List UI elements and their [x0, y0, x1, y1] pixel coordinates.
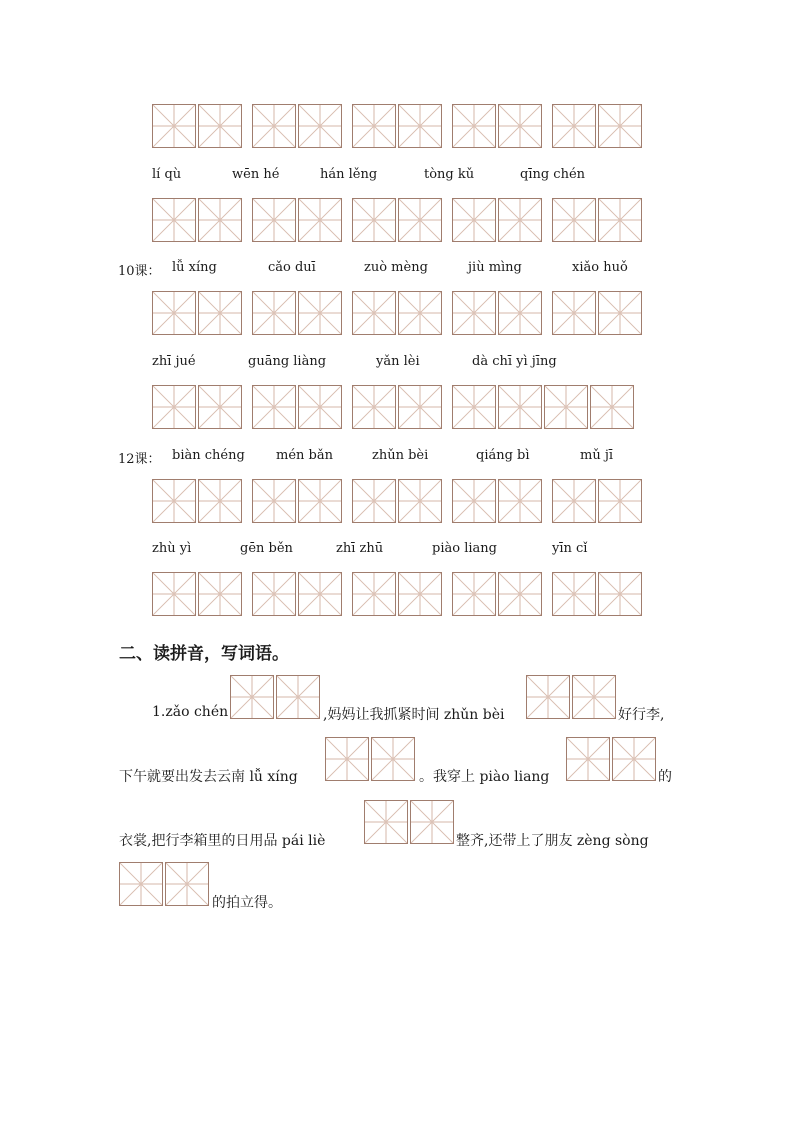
pinyin-word: dà chī yì jīng — [472, 354, 557, 369]
writing-box[interactable] — [352, 385, 396, 429]
exercise-text: 的拍立得。 — [212, 895, 282, 911]
writing-box[interactable] — [598, 198, 642, 242]
writing-grid-row-6 — [452, 572, 542, 616]
writing-box[interactable] — [252, 479, 296, 523]
writing-box[interactable] — [452, 479, 496, 523]
writing-box[interactable] — [298, 572, 342, 616]
exercise-text: 整齐,还带上了朋友 zèng sòng — [456, 833, 649, 849]
writing-grid-row-4 — [252, 385, 342, 429]
writing-box[interactable] — [498, 572, 542, 616]
pinyin-word: zhǔn bèi — [372, 448, 429, 463]
answer-boxes — [119, 862, 209, 906]
writing-box[interactable] — [198, 385, 242, 429]
answer-boxes — [364, 800, 454, 844]
writing-box[interactable] — [598, 572, 642, 616]
writing-grid-row-3 — [252, 291, 342, 335]
writing-box[interactable] — [165, 862, 209, 906]
answer-boxes — [526, 675, 616, 719]
writing-box[interactable] — [152, 572, 196, 616]
writing-box[interactable] — [398, 104, 442, 148]
pinyin-word: qiáng bì — [476, 448, 530, 463]
writing-box[interactable] — [325, 737, 369, 781]
pinyin-word: yǎn lèi — [376, 354, 420, 369]
writing-box[interactable] — [252, 291, 296, 335]
writing-box[interactable] — [598, 479, 642, 523]
pinyin-word: yīn cǐ — [552, 541, 588, 556]
writing-box[interactable] — [198, 291, 242, 335]
pinyin-word: gēn běn — [240, 541, 293, 556]
writing-grid-row-4 — [152, 385, 242, 429]
writing-box[interactable] — [552, 104, 596, 148]
writing-box[interactable] — [352, 572, 396, 616]
pinyin-word: jiù mìng — [468, 260, 522, 275]
pinyin-word: guāng liàng — [248, 354, 327, 369]
writing-grid-row-5 — [552, 479, 642, 523]
writing-box[interactable] — [152, 479, 196, 523]
writing-box[interactable] — [298, 385, 342, 429]
writing-grid-row-3 — [552, 291, 642, 335]
writing-grid-row-1 — [252, 104, 342, 148]
writing-box[interactable] — [552, 291, 596, 335]
writing-box[interactable] — [552, 198, 596, 242]
writing-grid-row-5 — [452, 479, 542, 523]
answer-boxes — [566, 737, 656, 781]
writing-box[interactable] — [352, 198, 396, 242]
writing-box[interactable] — [398, 291, 442, 335]
writing-box[interactable] — [119, 862, 163, 906]
writing-grid-row-6 — [252, 572, 342, 616]
writing-box[interactable] — [552, 572, 596, 616]
writing-box[interactable] — [198, 572, 242, 616]
writing-box[interactable] — [612, 737, 656, 781]
answer-boxes — [325, 737, 415, 781]
writing-box[interactable] — [598, 104, 642, 148]
pinyin-word: tòng kǔ — [424, 167, 475, 182]
writing-box[interactable] — [452, 104, 496, 148]
writing-box[interactable] — [252, 104, 296, 148]
writing-box[interactable] — [298, 198, 342, 242]
writing-box[interactable] — [352, 479, 396, 523]
writing-box[interactable] — [371, 737, 415, 781]
pinyin-word: cǎo duī — [268, 260, 316, 275]
pinyin-word: lí qù — [152, 167, 182, 182]
section-title: 二、读拼音，写词语。 — [119, 644, 289, 664]
writing-box[interactable] — [452, 572, 496, 616]
writing-box[interactable] — [572, 675, 616, 719]
writing-box[interactable] — [552, 479, 596, 523]
writing-grid-row-3 — [452, 291, 542, 335]
writing-box[interactable] — [452, 198, 496, 242]
pinyin-word: qīng chén — [520, 167, 586, 182]
writing-box[interactable] — [498, 479, 542, 523]
writing-grid-row-5 — [252, 479, 342, 523]
pinyin-word: mǔ jī — [580, 448, 614, 463]
exercise-text: 。我穿上 piào liang — [419, 769, 550, 785]
exercise-text: 下午就要出发去云南 lǚ xíng — [119, 769, 298, 785]
writing-box[interactable] — [198, 479, 242, 523]
pinyin-word: lǚ xíng — [172, 260, 217, 275]
writing-box[interactable] — [298, 104, 342, 148]
writing-box[interactable] — [452, 291, 496, 335]
writing-grid-row-6 — [552, 572, 642, 616]
writing-box[interactable] — [566, 737, 610, 781]
writing-grid-row-5 — [152, 479, 242, 523]
pinyin-word: zuò mèng — [364, 260, 428, 275]
writing-grid-row-4 — [452, 385, 634, 429]
writing-box[interactable] — [252, 198, 296, 242]
writing-box[interactable] — [352, 104, 396, 148]
writing-grid-row-2 — [152, 198, 242, 242]
lesson-label: 12课： — [118, 452, 161, 467]
pinyin-word: wēn hé — [232, 167, 280, 182]
writing-box[interactable] — [452, 385, 496, 429]
writing-box[interactable] — [152, 291, 196, 335]
writing-box[interactable] — [252, 572, 296, 616]
writing-grid-row-3 — [352, 291, 442, 335]
writing-grid-row-5 — [352, 479, 442, 523]
exercise-text: 衣裳,把行李箱里的日用品 pái liè — [119, 833, 326, 849]
pinyin-word: hán lěng — [320, 167, 378, 182]
writing-box[interactable] — [398, 385, 442, 429]
writing-grid-row-2 — [352, 198, 442, 242]
writing-box[interactable] — [298, 479, 342, 523]
writing-box[interactable] — [598, 291, 642, 335]
writing-grid-row-4 — [352, 385, 442, 429]
pinyin-word: biàn chéng — [172, 448, 245, 463]
writing-grid-row-3 — [152, 291, 242, 335]
pinyin-word: zhī jué — [152, 354, 196, 369]
writing-grid-row-6 — [352, 572, 442, 616]
lesson-label: 10课： — [118, 264, 161, 279]
writing-box[interactable] — [364, 800, 408, 844]
writing-box[interactable] — [590, 385, 634, 429]
pinyin-word: piào liang — [432, 541, 497, 556]
writing-box[interactable] — [252, 385, 296, 429]
writing-box[interactable] — [398, 198, 442, 242]
answer-boxes — [230, 675, 320, 719]
writing-box[interactable] — [398, 479, 442, 523]
writing-box[interactable] — [276, 675, 320, 719]
writing-box[interactable] — [352, 291, 396, 335]
writing-box[interactable] — [198, 198, 242, 242]
writing-box[interactable] — [526, 675, 570, 719]
writing-box[interactable] — [544, 385, 588, 429]
writing-grid-row-1 — [352, 104, 442, 148]
writing-grid-row-1 — [152, 104, 242, 148]
writing-grid-row-2 — [552, 198, 642, 242]
exercise-text: 1.zǎo chén — [152, 704, 229, 720]
writing-grid-row-6 — [152, 572, 242, 616]
writing-box[interactable] — [498, 385, 542, 429]
writing-grid-row-1 — [452, 104, 542, 148]
writing-grid-row-1 — [552, 104, 642, 148]
writing-box[interactable] — [152, 385, 196, 429]
writing-box[interactable] — [298, 291, 342, 335]
writing-box[interactable] — [230, 675, 274, 719]
writing-box[interactable] — [410, 800, 454, 844]
writing-box[interactable] — [398, 572, 442, 616]
pinyin-word: mén bǎn — [276, 448, 333, 463]
exercise-text: 的 — [658, 769, 672, 785]
writing-box[interactable] — [498, 104, 542, 148]
writing-box[interactable] — [498, 198, 542, 242]
writing-box[interactable] — [198, 104, 242, 148]
writing-box[interactable] — [152, 198, 196, 242]
exercise-text: ,妈妈让我抓紧时间 zhǔn bèi — [323, 707, 505, 723]
writing-box[interactable] — [152, 104, 196, 148]
writing-grid-row-2 — [252, 198, 342, 242]
exercise-text: 好行李, — [618, 707, 665, 723]
pinyin-word: xiǎo huǒ — [572, 260, 628, 275]
pinyin-word: zhī zhū — [336, 541, 384, 556]
pinyin-word: zhù yì — [152, 541, 192, 556]
writing-grid-row-2 — [452, 198, 542, 242]
writing-box[interactable] — [498, 291, 542, 335]
